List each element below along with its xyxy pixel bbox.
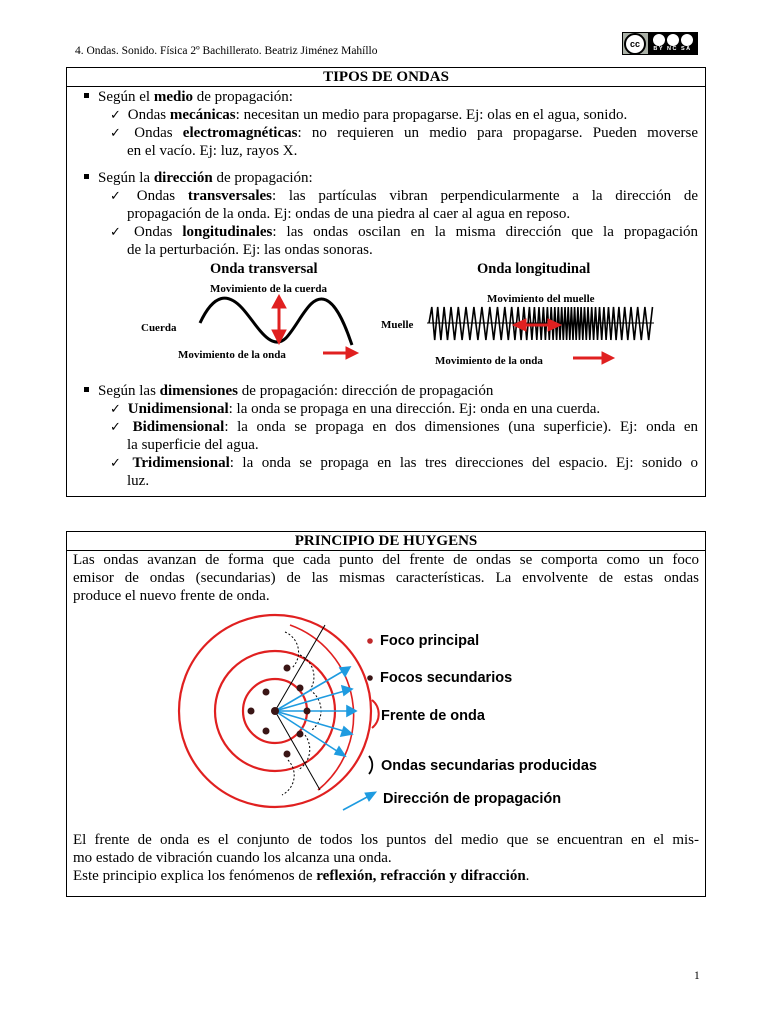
legend-secondary-waves: Ondas secundarias producidas	[381, 758, 597, 774]
item-electromagnetic: ✓ Ondas electromagnéticas: no requieren un medio para propagarse. Pueden moverse	[110, 125, 698, 141]
main-focus-legend-icon	[367, 638, 373, 644]
cc-logo-icon: cc	[624, 33, 646, 55]
huygens-conclusion: Este principio explica los fenómenos de reflexión, refracción y difracción.	[73, 868, 530, 884]
item-transverse-cont: propagación de la onda. Ej: ondas de una piedra al caer al agua en reposo.	[127, 206, 571, 222]
bullet-medium: Según el medio de propagación:	[84, 88, 293, 106]
checkmark-icon: ✓	[110, 188, 121, 203]
string-motion-label: Movimiento de la cuerda	[210, 283, 328, 295]
item-one-dimensional: ✓ Unidimensional: la onda se propaga en una dirección. Ej: onda en una cuerda.	[110, 401, 601, 417]
bullet-dimensions: Según las dimensiones de propagación: dirección de propagación	[84, 382, 493, 400]
item-two-dimensional-cont: la superficie del agua.	[127, 437, 259, 453]
checkmark-icon: ✓	[110, 419, 121, 434]
item-electromagnetic-cont: en el vacío. Ej: luz, rayos X.	[127, 143, 298, 159]
main-focus	[271, 707, 279, 715]
item-longitudinal: ✓ Ondas longitudinales: las ondas oscilan en la misma dirección que la propagación	[110, 224, 699, 240]
checkmark-icon: ✓	[110, 125, 121, 140]
secondary-waves-legend-icon	[369, 756, 372, 774]
legend-wavefront: Frente de onda	[381, 708, 485, 724]
section-title: TIPOS DE ONDAS	[67, 68, 705, 87]
transverse-wave-title: Onda transversal	[210, 261, 318, 277]
checkmark-icon: ✓	[110, 401, 121, 416]
item-three-dimensional-cont: luz.	[127, 473, 150, 489]
item-transverse: ✓ Ondas transversales: las partículas vibran perpendicularmente a la dirección de	[110, 188, 698, 204]
item-three-dimensional: ✓ Tridimensional: la onda se propaga en las tres direcciones del espacio. Ej: sonido o	[110, 455, 698, 471]
item-longitudinal-cont: de la perturbación. Ej: las ondas sonoras.	[127, 242, 373, 258]
huygens-intro-line-2: emisor de ondas (secundarias) de las mismas características. La envolvente de estas ondas	[73, 570, 699, 586]
transverse-wave-motion-label: Movimiento de la onda	[178, 349, 286, 361]
huygens-outro-line-2: mo estado de vibración cuando los alcanza una onda.	[73, 850, 392, 866]
huygens-intro-line-3: produce el nuevo frente de onda.	[73, 588, 270, 604]
secondary-foci-legend-icon	[367, 675, 373, 681]
spring-motion-label: Movimiento del muelle	[487, 293, 595, 305]
bullet-direction: Según la dirección de propagación:	[84, 169, 313, 187]
page-number: 1	[694, 970, 700, 982]
checkmark-icon: ✓	[110, 107, 121, 122]
checkmark-icon: ✓	[110, 224, 121, 239]
item-mechanical: ✓ Ondas mecánicas: necesitan un medio para propagarse. Ej: olas en el agua, sonido.	[110, 107, 628, 123]
legend-main-focus: Foco principal	[380, 633, 480, 649]
direction-legend-icon	[343, 792, 376, 810]
legend-direction: Dirección de propagación	[383, 791, 562, 807]
item-two-dimensional: ✓ Bidimensional: la onda se propaga en dos dimensiones (una superficie). Ej: onda en	[110, 419, 699, 435]
running-header: 4. Ondas. Sonido. Física 2º Bachillerato. Beatriz Jiménez Mahíllo	[75, 45, 378, 57]
huygens-intro-line-1: Las ondas avanzan de forma que cada punto del frente de ondas se comporta como un foco	[73, 552, 699, 568]
legend-secondary-foci: Focos secundarios	[380, 670, 513, 686]
longitudinal-wave-title: Onda longitudinal	[477, 261, 591, 277]
longitudinal-wave-motion-label: Movimiento de la onda	[435, 355, 543, 367]
checkmark-icon: ✓	[110, 455, 121, 470]
section-title: PRINCIPIO DE HUYGENS	[67, 532, 705, 551]
huygens-outro-line-1: El frente de onda es el conjunto de todos los puntos del medio que se encuentran en el mis-	[73, 832, 699, 848]
license-terms: BY NC SA	[653, 46, 692, 52]
string-label: Cuerda	[141, 322, 177, 334]
wavefront-legend-icon	[372, 700, 379, 728]
spring-label: Muelle	[381, 319, 414, 331]
